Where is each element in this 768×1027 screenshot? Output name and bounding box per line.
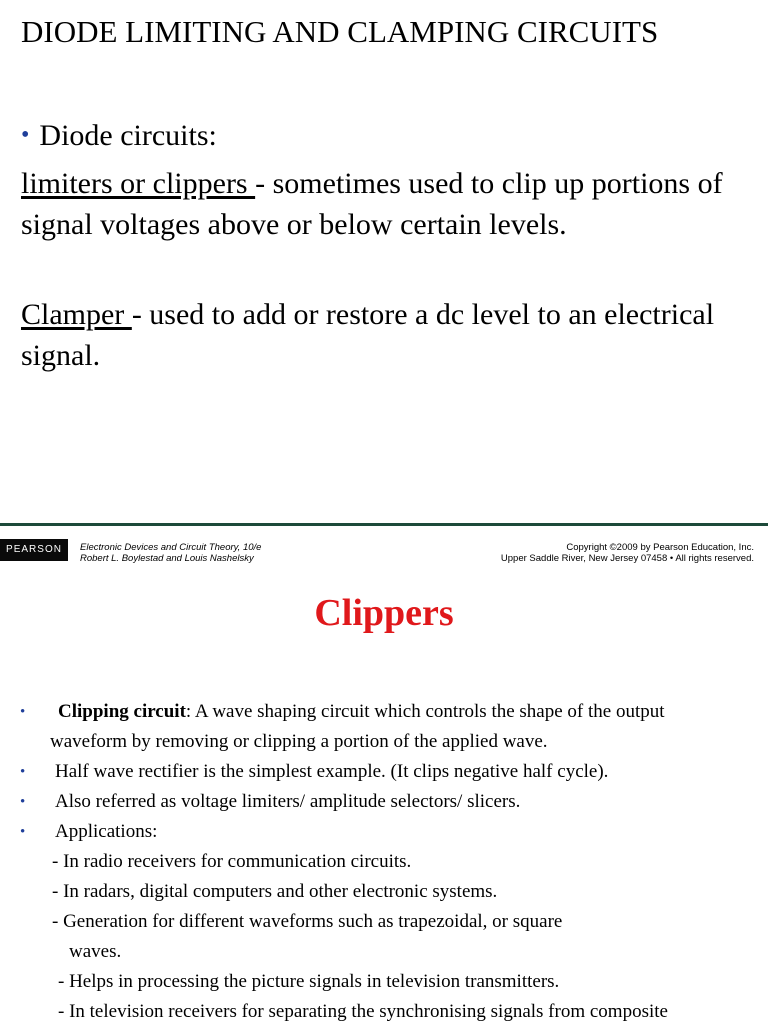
list-item bbox=[20, 697, 760, 727]
list-item-text: Also referred as voltage limiters/ amplitude selectors/ slicers. bbox=[55, 791, 521, 812]
list-item bbox=[20, 757, 760, 787]
application-item: - Helps in processing the picture signals in television transmitters. bbox=[58, 971, 560, 992]
list-item bbox=[20, 817, 760, 847]
footer-book-info bbox=[80, 542, 261, 564]
footer-copyright bbox=[501, 542, 754, 564]
book-authors: Robert L. Boylestad and Louis Nashelsky bbox=[80, 553, 254, 564]
limiters-term: limiters or clippers bbox=[21, 167, 256, 200]
bullet-dot-icon: • bbox=[20, 824, 26, 840]
bullet-item bbox=[21, 114, 217, 157]
slide-title: DIODE LIMITING AND CLAMPING CIRCUITS bbox=[21, 14, 659, 49]
limiters-paragraph bbox=[21, 163, 741, 245]
clamper-description: - used to add or restore a dc level to an electrical signal. bbox=[21, 298, 715, 372]
list-item-text: : A wave shaping circuit which controls the shape of the output bbox=[185, 701, 665, 722]
copyright-line: Copyright ©2009 by Pearson Education, Inc. bbox=[566, 542, 754, 553]
clamper-paragraph bbox=[21, 294, 741, 376]
list-item-continuation: waveform by removing or clipping a portion of the applied wave. bbox=[50, 731, 548, 752]
address-line: Upper Saddle River, New Jersey 07458 • All rights reserved. bbox=[500, 553, 754, 564]
clipping-circuit-term: Clipping circuit bbox=[58, 701, 186, 722]
limiters-description: - sometimes used to clip up portions of signal voltages above or below certain levels. bbox=[21, 167, 723, 241]
application-item-continuation: waves. bbox=[69, 941, 122, 962]
application-item: - In radio receivers for communication circuits. bbox=[52, 851, 412, 872]
list-item-text: Applications: bbox=[55, 821, 158, 842]
bullet-text: Diode circuits: bbox=[39, 119, 217, 152]
pearson-logo: PEARSON bbox=[0, 539, 68, 561]
application-item: - In television receivers for separating the synchronising signals from composite bbox=[58, 1001, 668, 1022]
clamper-term: Clamper bbox=[21, 298, 132, 331]
application-item: - Generation for different waveforms such as trapezoidal, or square bbox=[52, 911, 563, 932]
list-item bbox=[20, 787, 760, 817]
application-item: - In radars, digital computers and other electronic systems. bbox=[52, 881, 498, 902]
bullet-dot-icon: • bbox=[20, 794, 26, 810]
footer-divider bbox=[0, 523, 768, 526]
bullet-dot-icon: • bbox=[20, 704, 26, 720]
list-item-text: Half wave rectifier is the simplest example. (It clips negative half cycle). bbox=[55, 761, 609, 782]
bullet-dot-icon: • bbox=[20, 764, 26, 780]
bullet-dot-icon: • bbox=[21, 122, 30, 148]
book-title: Electronic Devices and Circuit Theory, 10/e bbox=[80, 542, 262, 553]
bullet-list bbox=[20, 697, 760, 1027]
slide-title: Clippers bbox=[314, 592, 454, 634]
